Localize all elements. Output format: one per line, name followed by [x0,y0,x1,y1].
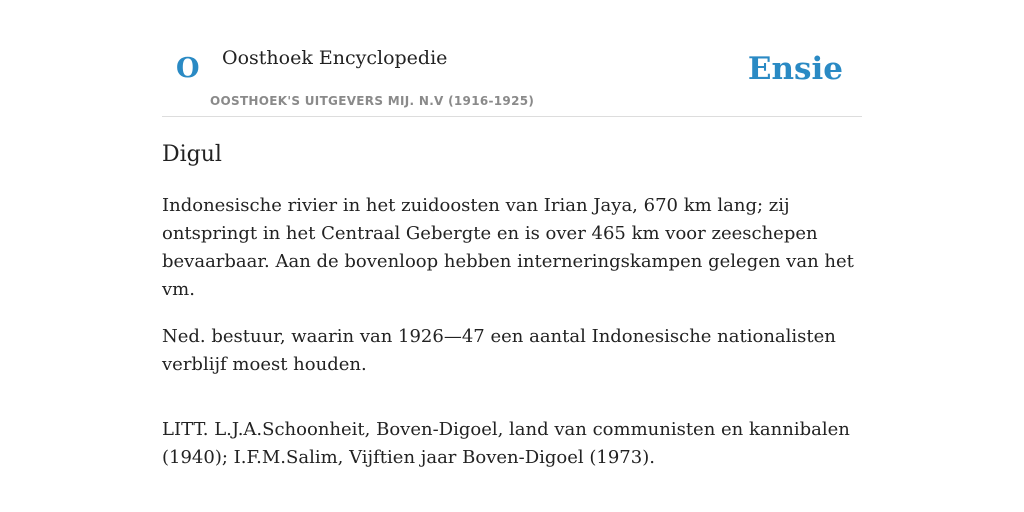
publisher-label: OOSTHOEK'S UITGEVERS MIJ. N.V (1916-1925) [210,94,535,108]
entry-title: Digul [162,142,222,167]
site-header [162,0,862,117]
encyclopedia-title-link[interactable]: Oosthoek Encyclopedie [222,47,448,69]
entry-paragraph: Indonesische rivier in het zuidoosten van Irian Jaya, 670 km lang; zij ontspringt in het Centraal Gebergte en is over 465 km voor zeeschepen bevaarbaar. Aan de bovenloop hebben interneringskampen gelegen van het vm. [162,195,854,300]
page [162,0,862,468]
entry-body [162,192,862,491]
entry-paragraph: Ned. bestuur, waarin van 1926—47 een aantal Indonesische nationalisten verblijf moest houden. [162,326,836,375]
entry-literature: LITT. L.J.A.Schoonheit, Boven-Digoel, land van communisten en kannibalen (1940); I.F.M.Salim, Vijftien jaar Boven-Digoel (1973). [162,419,850,468]
ensie-brand-logo[interactable]: Ensie [747,51,843,87]
encyclopedia-logo[interactable]: O [176,53,200,84]
